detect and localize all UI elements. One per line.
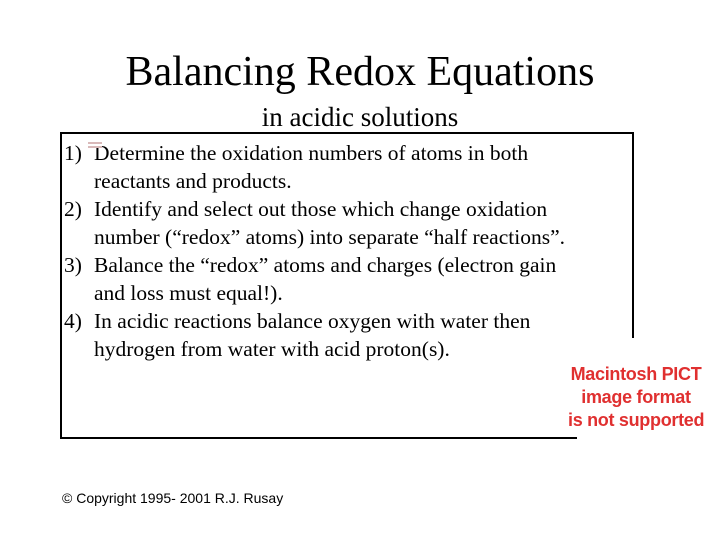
step-text-line: Determine the oxidation numbers of atoms in both <box>94 141 529 165</box>
step-item <box>64 195 624 251</box>
step-item <box>64 251 624 307</box>
step-item <box>64 139 624 195</box>
step-text-line: Identify and select out those which change oxidation <box>94 197 548 221</box>
step-text-line: number (“redox” atoms) into separate “half reactions”. <box>94 225 565 249</box>
placeholder-line: image format <box>581 387 691 407</box>
copyright-notice: © Copyright 1995- 2001 R.J. Rusay <box>62 490 284 506</box>
step-text-line: hydrogen from water with acid proton(s). <box>94 337 450 361</box>
step-text-line: In acidic reactions balance oxygen with water then <box>94 309 531 333</box>
slide-subtitle: in acidic solutions <box>261 102 459 132</box>
step-text-line: Balance the “redox” atoms and charges (electron gain <box>94 253 557 277</box>
unsupported-image-placeholder <box>568 363 704 432</box>
step-text-line: reactants and products. <box>94 169 292 193</box>
placeholder-line: Macintosh PICT <box>570 364 702 384</box>
step-text-line: and loss must equal!). <box>94 281 283 305</box>
placeholder-line: is not supported <box>568 410 705 430</box>
step-number: 3) <box>64 253 82 277</box>
step-number: 1) <box>64 141 82 165</box>
slide-title: Balancing Redox Equations <box>125 49 595 95</box>
steps-list <box>64 139 624 363</box>
step-number: 2) <box>64 197 82 221</box>
step-number: 4) <box>64 309 82 333</box>
step-item <box>64 307 624 363</box>
text-artifact-mark <box>88 142 102 148</box>
